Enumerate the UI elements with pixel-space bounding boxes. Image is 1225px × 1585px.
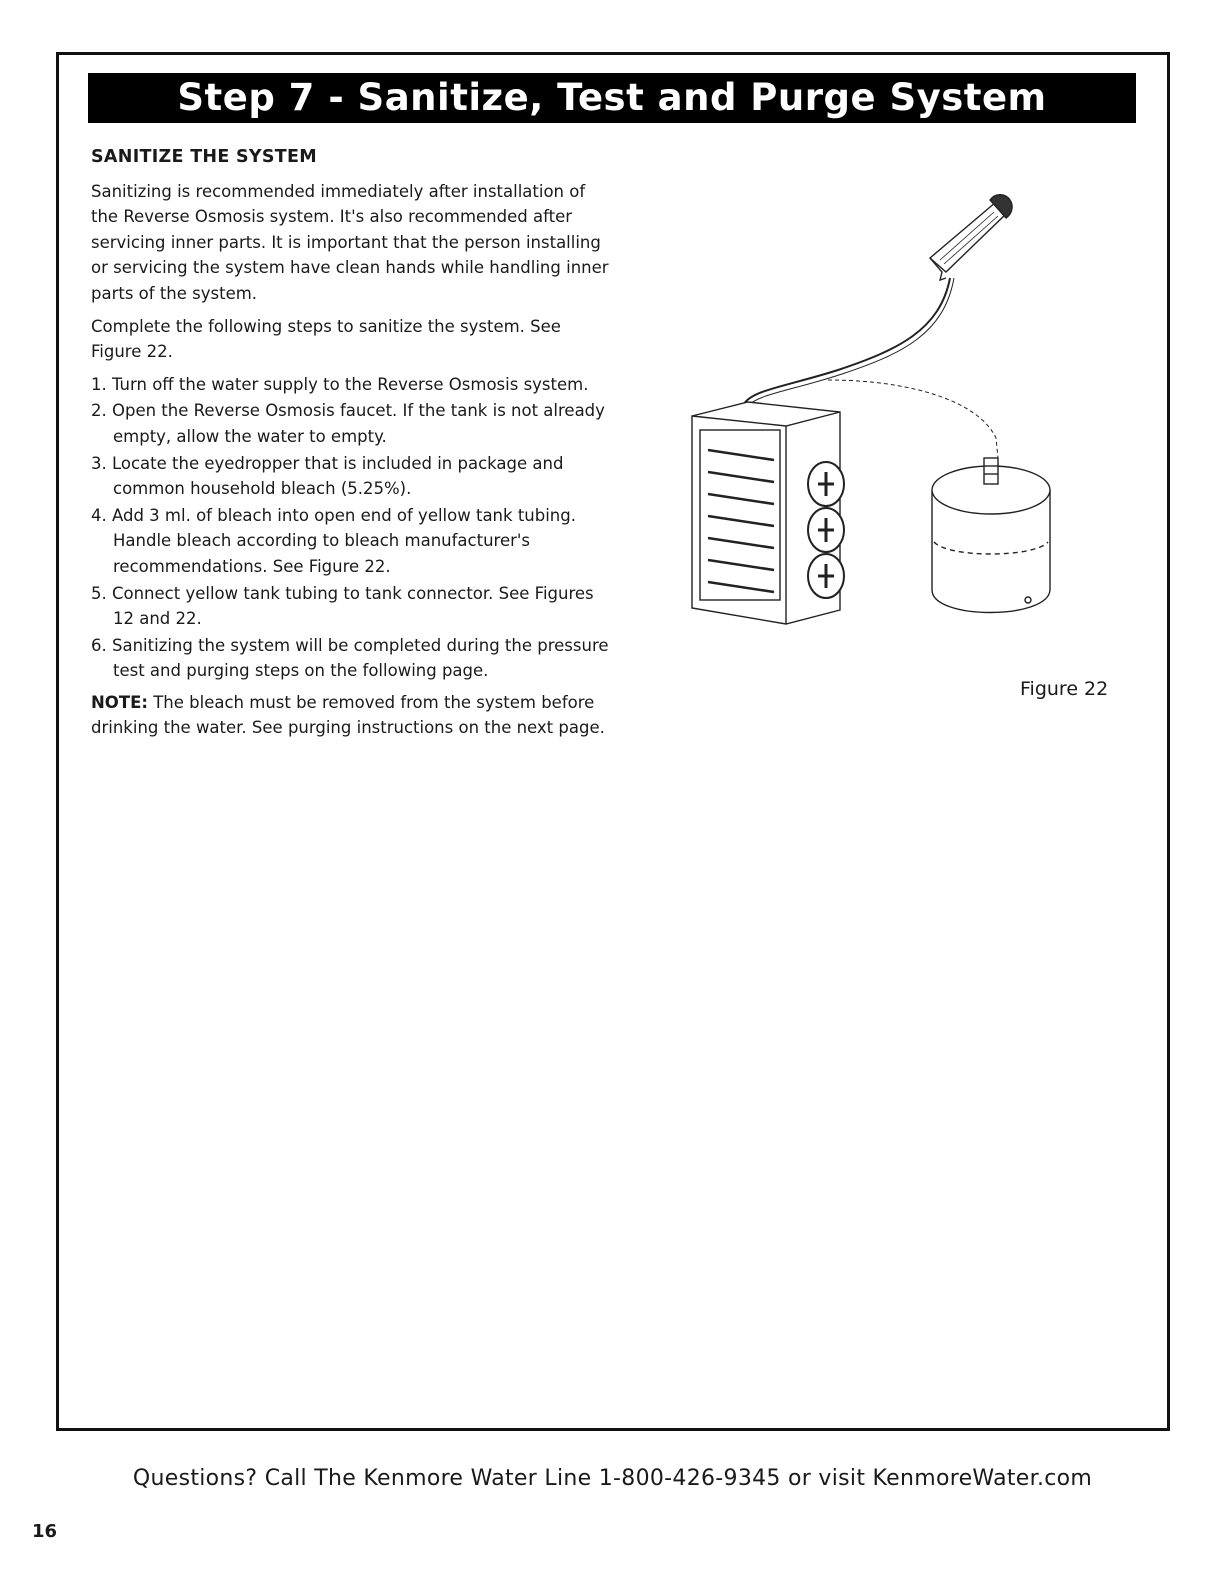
note-text: The bleach must be removed from the system before drinking the water. See purging instructions on the next page. — [91, 692, 605, 738]
storage-tank — [932, 458, 1050, 613]
footer-helpline: Questions? Call The Kenmore Water Line 1-800-426-9345 or visit KenmoreWater.com — [132, 1466, 1093, 1491]
list-item: 1. Turn off the water supply to the Reverse Osmosis system. — [91, 374, 589, 394]
figure-caption: Figure 22 — [1020, 678, 1109, 700]
ro-filter-unit — [692, 402, 844, 624]
section-heading: SANITIZE THE SYSTEM — [91, 147, 318, 167]
list-item: 5. Connect yellow tank tubing to tank connector. See Figures 12 and 22. — [91, 583, 594, 629]
list-item: 3. Locate the eyedropper that is included in package and common household bleach (5.25%). — [91, 453, 564, 499]
steps-list — [91, 372, 611, 684]
list-item: 2. Open the Reverse Osmosis faucet. If the tank is not already empty, allow the water to empty. — [91, 401, 605, 446]
figure-22-illustration — [678, 190, 1078, 650]
banner-title: Step 7 - Sanitize, Test and Purge System — [177, 76, 1047, 119]
note-paragraph — [91, 690, 611, 741]
yellow-tank-tubing — [744, 278, 950, 404]
note-label: NOTE: — [91, 692, 148, 712]
sanitize-section — [91, 145, 611, 748]
eyedropper-icon — [930, 195, 1012, 280]
list-item: 4. Add 3 ml. of bleach into open end of yellow tank tubing. Handle bleach according to bleach manufacturer's recommendations. See Figure 22. — [91, 505, 576, 576]
list-item: 6. Sanitizing the system will be completed during the pressure test and purging steps on the following page. — [91, 635, 609, 681]
page-number: 16 — [32, 1521, 58, 1542]
intro-paragraph: Sanitizing is recommended immediately after installation of the Reverse Osmosis system. It's also recommended after servicing inner parts. It is important that the person installing or servicing the system have clean hands while handling inner parts of the system. — [91, 181, 609, 303]
step-banner — [88, 73, 1136, 123]
lead-paragraph: Complete the following steps to sanitize the system. See Figure 22. — [91, 316, 561, 362]
